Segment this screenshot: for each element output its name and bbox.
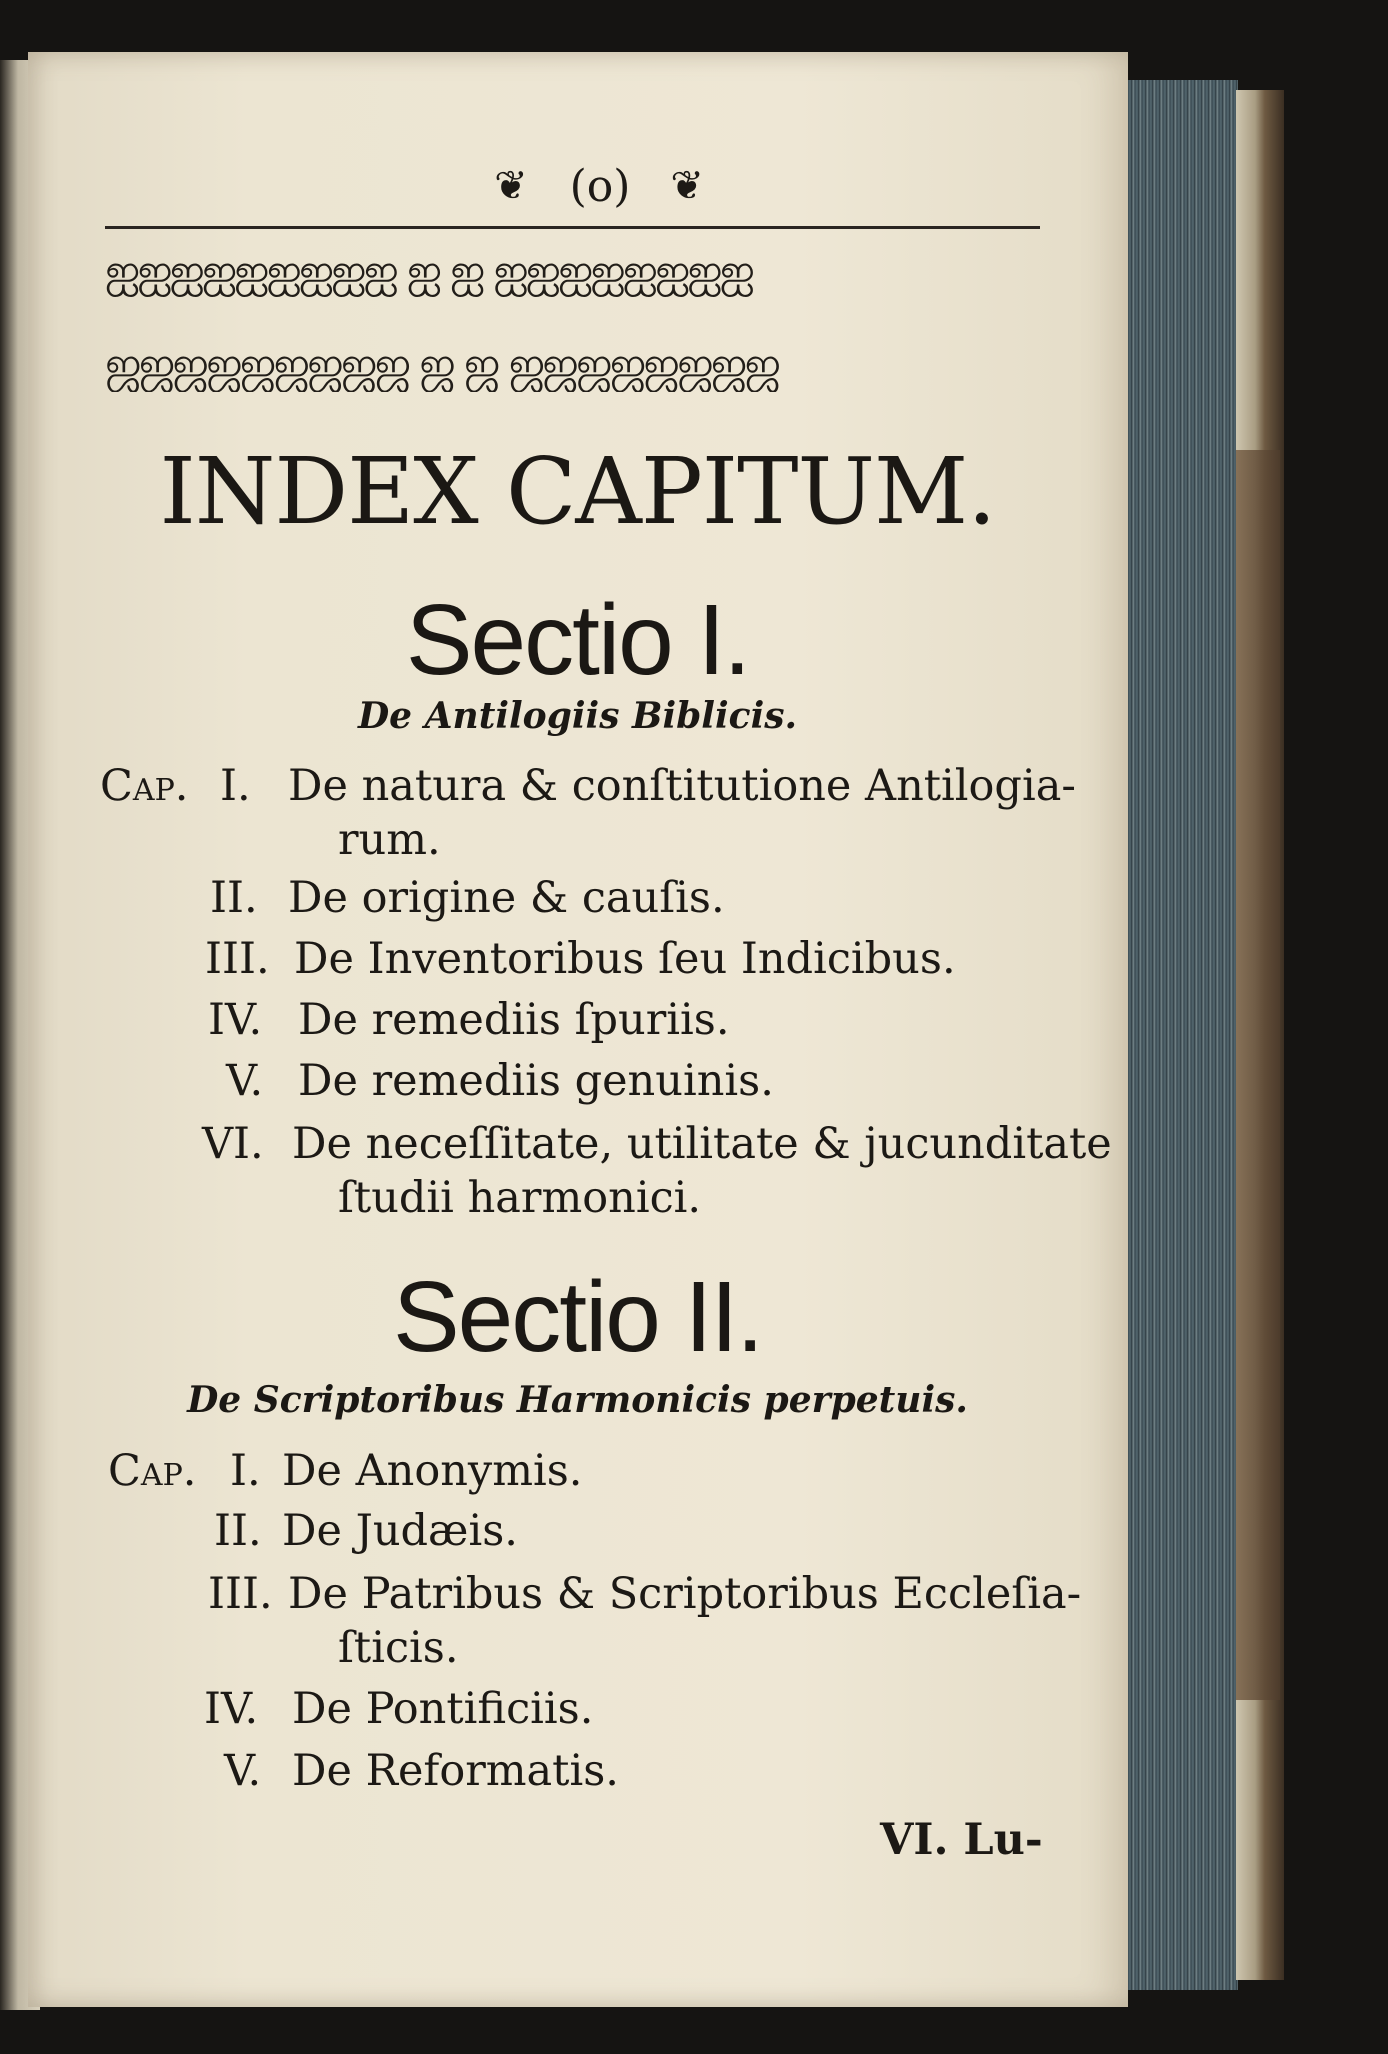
- chapter-title-continued: ſtudii harmonici.: [338, 1173, 702, 1223]
- section-subtitle: De Antilogiis Biblicis.: [357, 695, 798, 737]
- chapter-title: De Judæis.: [282, 1506, 518, 1556]
- cap-label: Cap.: [108, 1446, 197, 1496]
- chapter-title: De Anonymis.: [282, 1446, 583, 1496]
- binding-strap: [1236, 450, 1280, 1700]
- ornament-band-top: ஐஐஐஐஐஐஐஐஐ ஐ ஐ ஐஐஐஐஐஐஐஐ: [105, 245, 753, 296]
- chapter-title-continued: rum.: [338, 815, 441, 865]
- page-title: INDEX CAPITUM.: [159, 438, 996, 545]
- chapter-number: IV.: [204, 1684, 259, 1734]
- chapter-title: De Patribus & Scriptoribus Eccleſia-: [288, 1569, 1082, 1619]
- fleuron-left-icon: ❦: [494, 163, 530, 209]
- chapter-number: V.: [224, 1746, 262, 1796]
- section-heading: Sectio I.: [405, 584, 750, 696]
- header-rule: [105, 226, 1040, 229]
- chapter-number: VI.: [202, 1119, 264, 1169]
- section-heading: Sectio II.: [392, 1261, 763, 1373]
- chapter-number: I.: [230, 1446, 261, 1496]
- chapter-title: De neceſſitate, utilitate & jucunditate: [292, 1119, 1112, 1169]
- chapter-number: I.: [220, 761, 251, 811]
- chapter-title: De Reformatis.: [292, 1746, 619, 1796]
- chapter-title: De origine & cauſis.: [288, 873, 725, 923]
- ornament-band-bottom: ஜஜஜஜஜஜஜஜஜ ஜ ஜ ஜஜஜஜஜஜஜஜ: [105, 338, 779, 389]
- chapter-title: De Inventoribus ſeu Indicibus.: [294, 934, 956, 984]
- chapter-title: De natura & conſtitutione Antilogia-: [288, 761, 1076, 811]
- running-header: [400, 156, 800, 216]
- chapter-number: V.: [226, 1056, 264, 1106]
- chapter-title: De remediis genuinis.: [298, 1056, 774, 1106]
- chapter-number: IV.: [208, 995, 263, 1045]
- chapter-title: De remediis ſpuriis.: [298, 995, 730, 1045]
- section-subtitle: De Scriptoribus Harmonicis perpetuis.: [187, 1379, 968, 1421]
- chapter-number: III.: [208, 1569, 273, 1619]
- cap-label: Cap.: [100, 761, 189, 811]
- chapter-number: II.: [214, 1506, 262, 1556]
- chapter-number: III.: [205, 934, 270, 984]
- fleuron-right-icon: ❦: [670, 163, 706, 209]
- chapter-number: II.: [210, 873, 258, 923]
- page-block-edge: [1128, 80, 1238, 1990]
- chapter-title-continued: ſticis.: [338, 1623, 459, 1673]
- catchword: VI. Lu-: [880, 1815, 1043, 1865]
- chapter-title: De Pontificiis.: [292, 1684, 594, 1734]
- page-number: (o): [569, 160, 631, 212]
